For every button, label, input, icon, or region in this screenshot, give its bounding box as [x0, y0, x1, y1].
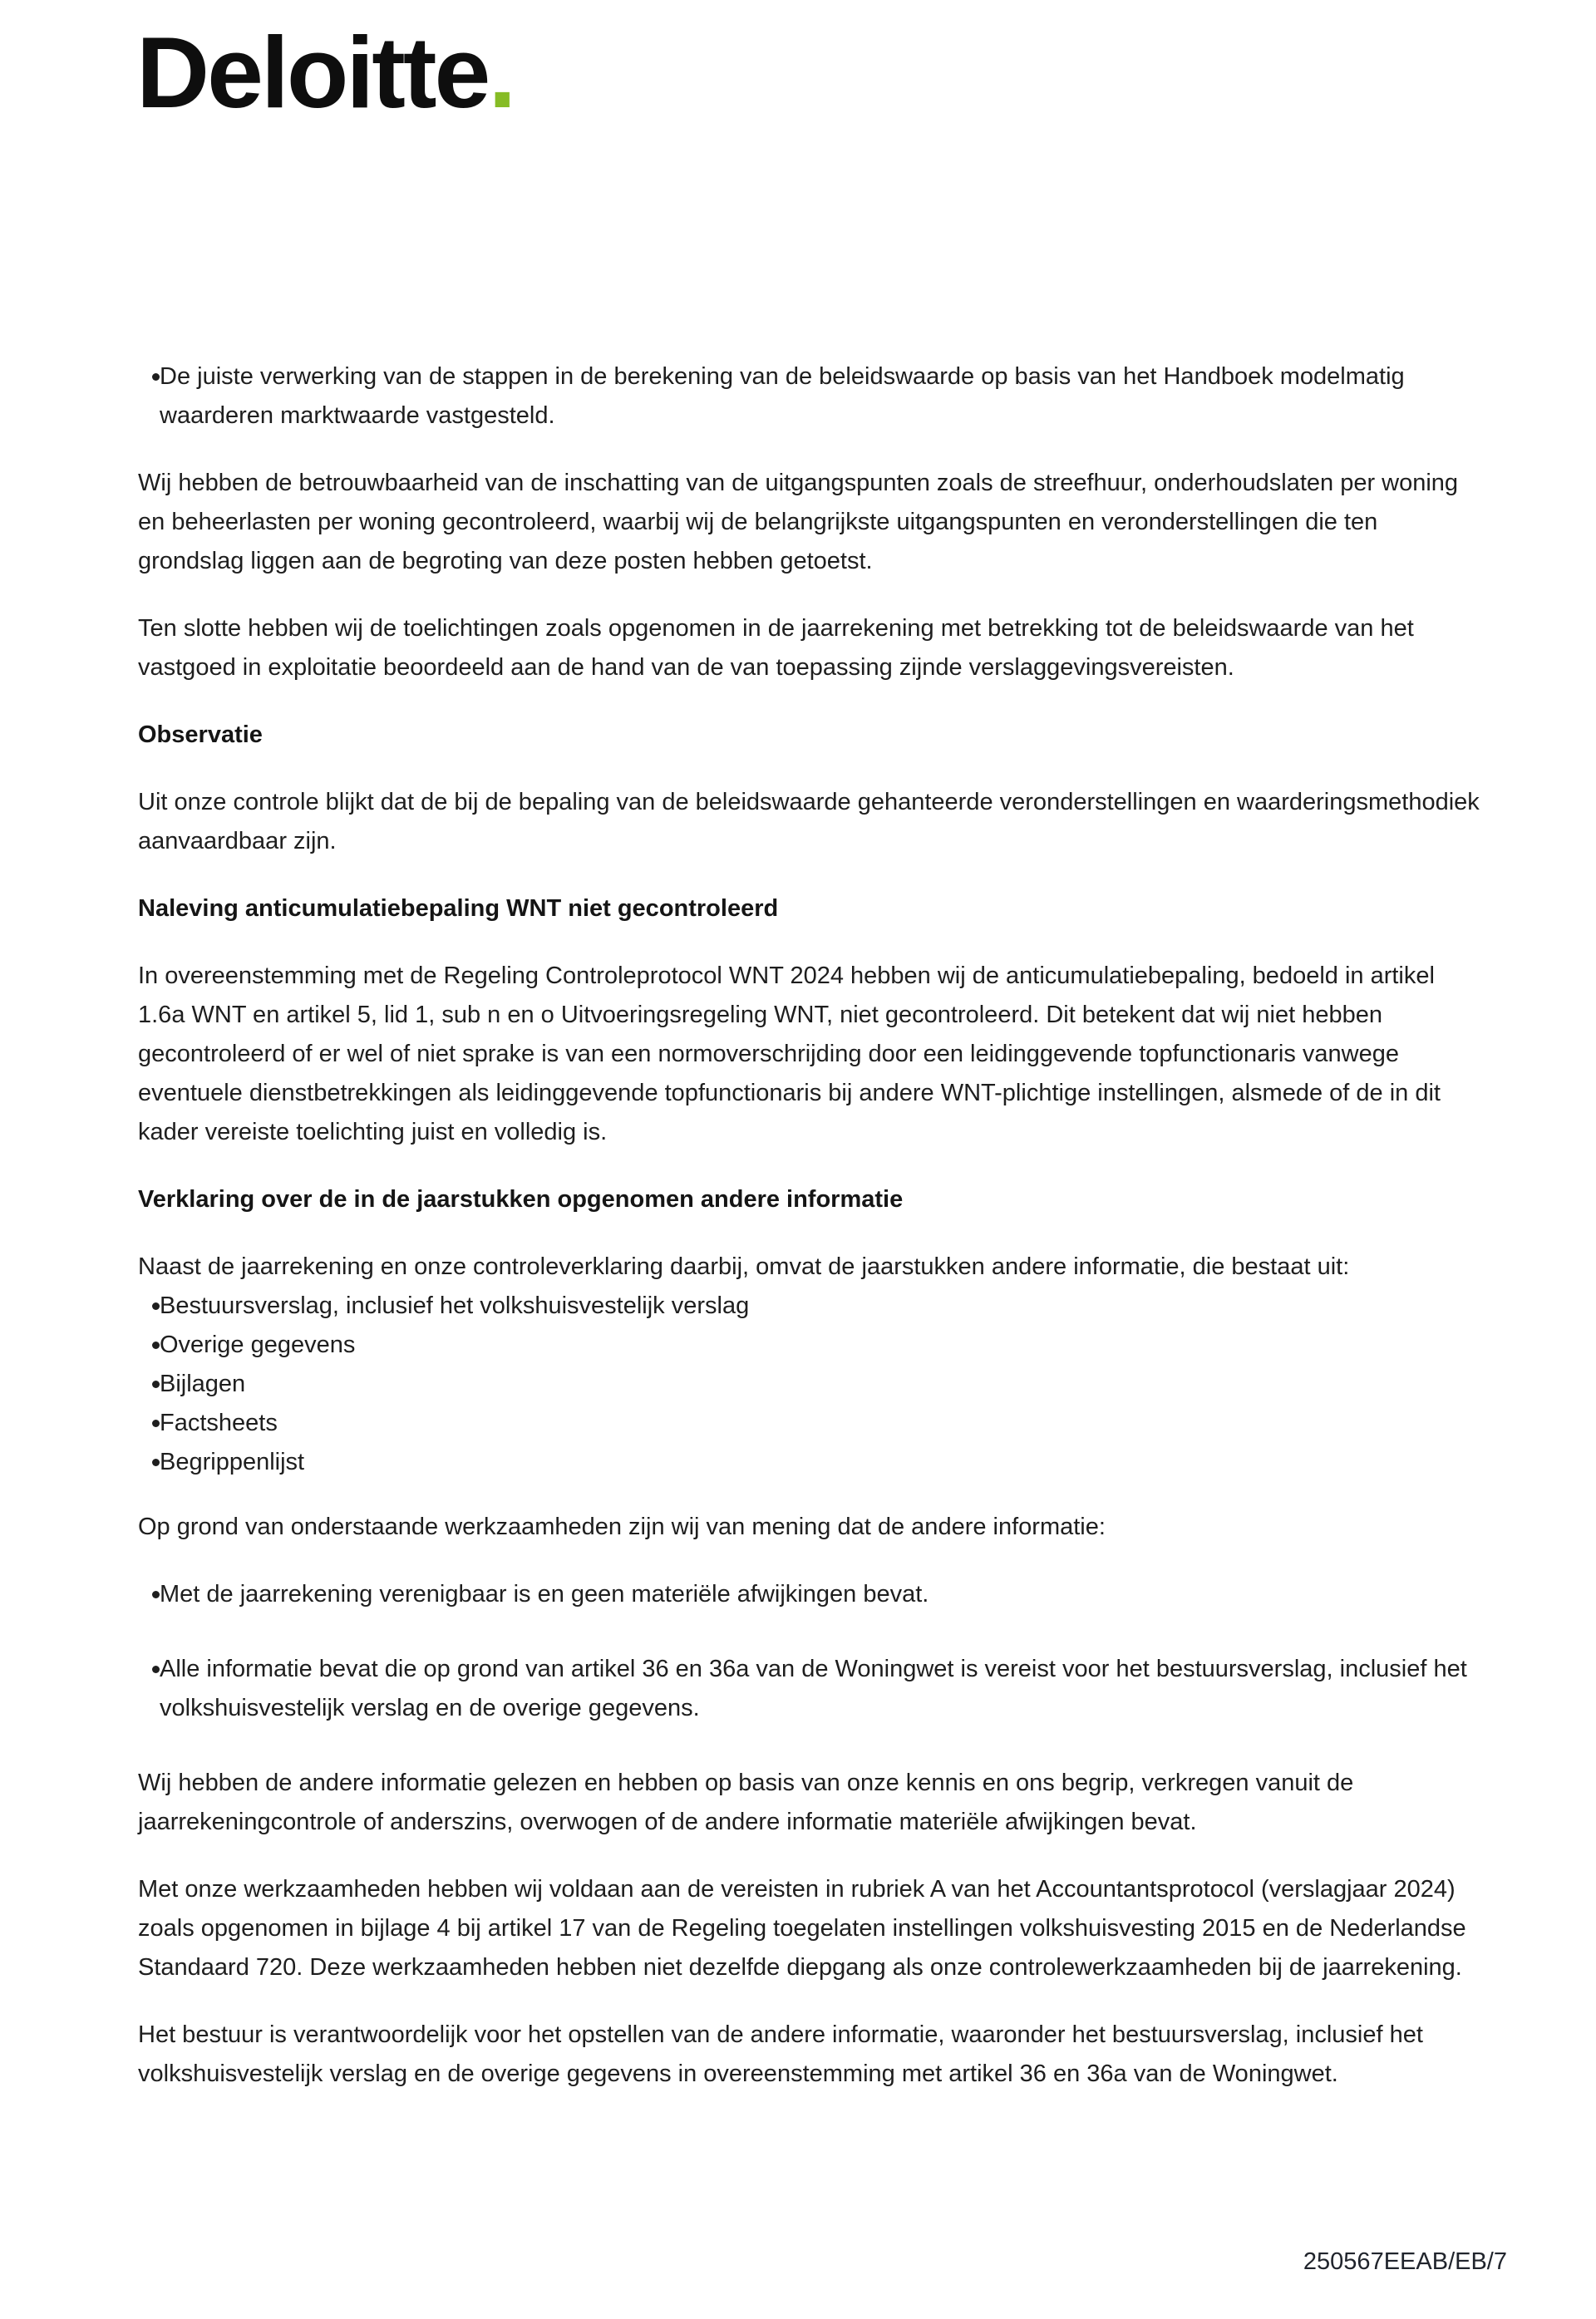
footer-reference: 250567EEAB/EB/7 [1303, 2248, 1507, 2275]
section-heading-andere-informatie: Verklaring over de in de jaarstukken opgenomen andere informatie [138, 1186, 904, 1213]
list-item-text: De juiste verwerking van de stappen in de berekening van de beleidswaarde op basis van het Handboek modelmatig waarderen marktwaarde vastgesteld. [160, 363, 1405, 429]
paragraph-uitgangspunten: Wij hebben de betrouwbaarheid van de inschatting van de uitgangspunten zoals de streefhuur, onderhoudslaten per woning en beheerlasten per woning gecontroleerd, waarbij wij de belangrijkste uitgangspunten en veronderstellingen die ten grondslag liggen aan de begroting van deze posten hebben getoetst. [138, 470, 1459, 574]
list-item-text: Bestuursverslag, inclusief het volkshuisvestelijk verslag [160, 1292, 750, 1319]
bullet-icon [152, 1420, 160, 1427]
logo-green-dot: . [488, 16, 517, 129]
paragraph-op-grond: Op grond van onderstaande werkzaamheden zijn wij van mening dat de andere informatie: [138, 1514, 1106, 1540]
list-item [138, 1287, 1488, 1326]
bullet-icon [152, 373, 160, 381]
bullet-icon [152, 1459, 160, 1466]
logo-wordmark: Deloitte [136, 16, 489, 129]
bullet-icon [152, 1302, 160, 1310]
list-item-text: Begrippenlijst [160, 1449, 305, 1475]
section-heading-observatie: Observatie [138, 721, 263, 748]
list-item-text: Overige gegevens [160, 1332, 356, 1358]
paragraph-toelichtingen: Ten slotte hebben wij de toelichtingen zoals opgenomen in de jaarrekening met betrekking tot de beleidswaarde van het vastgoed in exploitatie beoordeeld aan de hand van de van toepassing zijnde verslaggevingsvereisten. [138, 615, 1414, 681]
bullet-icon [152, 1591, 160, 1598]
bullet-icon [152, 1342, 160, 1349]
paragraph-jaarstukken-intro: Naast de jaarrekening en onze controleverklaring daarbij, omvat de jaarstukken andere informatie, die bestaat uit: [138, 1253, 1350, 1280]
paragraph-gelezen: Wij hebben de andere informatie gelezen en hebben op basis van onze kennis en ons begrip, verkregen vanuit de jaarrekeningcontrole of anderszins, overwogen of de andere informatie materiële afwijkingen bevat. [138, 1770, 1354, 1835]
paragraph-bestuur: Het bestuur is verantwoordelijk voor het opstellen van de andere informatie, waaronder het bestuursverslag, inclusief het volkshuisvestelijk verslag en de overige gegevens in overeenstemming met artikel 36 en 36a van de Woningwet. [138, 2021, 1423, 2087]
list-item [138, 1443, 1488, 1482]
bullet-icon [152, 1666, 160, 1673]
deloitte-logo [136, 16, 517, 129]
paragraph-werkzaamheden: Met onze werkzaamheden hebben wij voldaan aan de vereisten in rubriek A van het Accountantsprotocol (verslagjaar 2024) zoals opgenomen in bijlage 4 bij artikel 17 van de Regeling toegelaten instellingen volkshuisvesting 2015 en de Nederlandse Standaard 720. Deze werkzaamheden hebben niet dezelfde diepgang als onze controlewerkzaamheden bij de jaarrekening. [138, 1876, 1466, 1981]
list-item-text: Factsheets [160, 1410, 278, 1436]
list-item [138, 1404, 1488, 1443]
list-item [138, 357, 1488, 436]
list-item-text: Bijlagen [160, 1371, 246, 1397]
section-heading-wnt: Naleving anticumulatiebepaling WNT niet gecontroleerd [138, 895, 779, 922]
list-item [138, 1326, 1488, 1365]
list-item [138, 1365, 1488, 1404]
list-item-text: Met de jaarrekening verenigbaar is en geen materiële afwijkingen bevat. [160, 1581, 929, 1608]
list-item [138, 1575, 1488, 1614]
list-item-text: Alle informatie bevat die op grond van artikel 36 en 36a van de Woningwet is vereist voor het bestuursverslag, inclusief het volkshuisvestelijk verslag en de overige gegevens. [160, 1656, 1467, 1721]
paragraph-observatie: Uit onze controle blijkt dat de bij de bepaling van de beleidswaarde gehanteerde veronderstellingen en waarderingsmethodiek aanvaardbaar zijn. [138, 789, 1480, 854]
document-body [138, 357, 1488, 2094]
bullet-icon [152, 1381, 160, 1388]
list-item [138, 1650, 1488, 1728]
paragraph-wnt: In overeenstemming met de Regeling Controleprotocol WNT 2024 hebben wij de anticumulatiebepaling, bedoeld in artikel 1.6a WNT en artikel 5, lid 1, sub n en o Uitvoeringsregeling WNT, niet gecontroleerd. Dit betekent dat wij niet hebben gecontroleerd of er wel of niet sprake is van een normoverschrijding door een leidinggevende topfunctionaris vanwege eventuele dienstbetrekkingen als leidinggevende topfunctionaris bij andere WNT-plichtige instellingen, alsmede of de in dit kader vereiste toelichting juist en volledig is. [138, 963, 1441, 1145]
